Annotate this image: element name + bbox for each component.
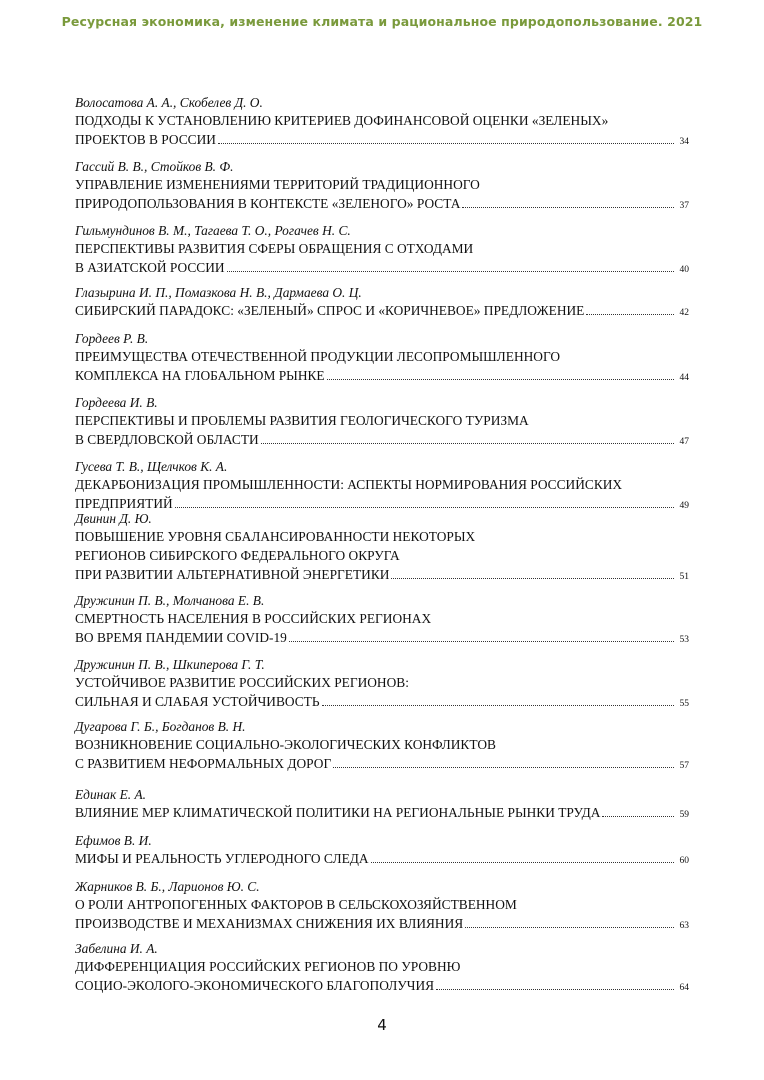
- toc-entry[interactable]: [75, 94, 689, 149]
- toc-entry-title-line: В АЗИАТСКОЙ РОССИИ: [75, 260, 225, 275]
- toc-entry-page-number[interactable]: 59: [679, 810, 689, 820]
- toc-entry-title-last-line: [75, 258, 689, 277]
- toc-entry[interactable]: [75, 656, 689, 711]
- toc-entry-page-number[interactable]: 63: [679, 921, 689, 931]
- toc-entry-title-line: ВОЗНИКНОВЕНИЕ СОЦИАЛЬНО-ЭКОЛОГИЧЕСКИХ КОНФЛИКТОВ: [75, 737, 496, 752]
- dot-leader: [218, 142, 674, 144]
- dot-leader: [322, 704, 674, 706]
- toc-entry[interactable]: [75, 330, 689, 385]
- toc-entry-authors: Дружинин П. В., Молчанова Е. В.: [75, 593, 265, 608]
- dot-leader: [465, 926, 674, 928]
- toc-entry-page-number[interactable]: 51: [679, 572, 689, 582]
- toc-entry-authors: Гордеев Р. В.: [75, 331, 149, 346]
- toc-entry-title-last-line: [75, 130, 689, 149]
- toc-entry-title-line: ПРЕДПРИЯТИЙ: [75, 496, 173, 511]
- dot-leader: [602, 815, 674, 817]
- toc-entry-title-last-line: [75, 976, 689, 995]
- running-header: Ресурсная экономика, изменение климата и рациональное природопользование. 2021: [61, 14, 703, 29]
- toc-entry-title-line: СИБИРСКИЙ ПАРАДОКС: «ЗЕЛЕНЫЙ» СПРОС И «КОРИЧНЕВОЕ» ПРЕДЛОЖЕНИЕ: [75, 303, 585, 318]
- toc-entry-title-line: СМЕРТНОСТЬ НАСЕЛЕНИЯ В РОССИЙСКИХ РЕГИОНАХ: [75, 611, 432, 626]
- toc-entry-title-line: ПРОИЗВОДСТВЕ И МЕХАНИЗМАХ СНИЖЕНИЯ ИХ ВЛИЯНИЯ: [75, 916, 464, 931]
- toc-entry-page-number[interactable]: 57: [679, 761, 689, 771]
- dot-leader: [462, 206, 674, 208]
- toc-entry[interactable]: [75, 458, 689, 513]
- toc-entry-page-number[interactable]: 53: [679, 635, 689, 645]
- toc-entry[interactable]: [75, 592, 689, 647]
- toc-entry-title-last-line: [75, 430, 689, 449]
- toc-entry-title-last-line: [75, 754, 689, 773]
- dot-leader: [371, 861, 674, 863]
- toc-entry-authors: Ефимов В. И.: [75, 833, 152, 848]
- toc-entry-authors: Гусева Т. В., Щелчков К. А.: [75, 459, 228, 474]
- toc-entry-page-number[interactable]: 49: [679, 501, 689, 511]
- toc-entry[interactable]: [75, 940, 689, 995]
- toc-entry-authors: Гассий В. В., Стойков В. Ф.: [75, 159, 234, 174]
- toc-entry-page-number[interactable]: 47: [679, 437, 689, 447]
- toc-entry-page-number[interactable]: 60: [679, 856, 689, 866]
- toc-entry[interactable]: [75, 510, 689, 584]
- toc-entry-authors: Волосатова А. А., Скобелев Д. О.: [75, 95, 263, 110]
- toc-entry-title-last-line: [75, 194, 689, 213]
- toc-entry-title-last-line: [75, 628, 689, 647]
- toc-entry-title-last-line: [75, 803, 689, 822]
- toc-entry[interactable]: [75, 222, 689, 277]
- dot-leader: [586, 313, 674, 315]
- toc-entry-authors: Гильмундинов В. М., Тагаева Т. О., Рогачев Н. С.: [75, 223, 351, 238]
- toc-entry-page-number[interactable]: 55: [679, 699, 689, 709]
- toc-entry-title-last-line: [75, 692, 689, 711]
- dot-leader: [333, 766, 674, 768]
- toc-entry-title-last-line: [75, 849, 689, 868]
- page-number: 4: [377, 1016, 387, 1034]
- toc-entry[interactable]: [75, 786, 689, 822]
- toc-entry-authors: Дружинин П. В., Шкиперова Г. Т.: [75, 657, 265, 672]
- toc-entry-title-line: ПЕРСПЕКТИВЫ И ПРОБЛЕМЫ РАЗВИТИЯ ГЕОЛОГИЧЕСКОГО ТУРИЗМА: [75, 413, 529, 428]
- toc-entry-page-number[interactable]: 44: [679, 373, 689, 383]
- toc-entry-authors: Гордеева И. В.: [75, 395, 158, 410]
- toc-entry-title-line: ВО ВРЕМЯ ПАНДЕМИИ COVID-19: [75, 630, 287, 645]
- toc-entry-authors: Глазырина И. П., Помазкова Н. В., Дармаева О. Ц.: [75, 285, 362, 300]
- dot-leader: [391, 577, 674, 579]
- toc-entry[interactable]: [75, 718, 689, 773]
- toc-entry-title-last-line: [75, 914, 689, 933]
- toc-entry-title-line: УСТОЙЧИВОЕ РАЗВИТИЕ РОССИЙСКИХ РЕГИОНОВ:: [75, 675, 409, 690]
- toc-entry[interactable]: [75, 878, 689, 933]
- toc-entry-authors: Жарников В. Б., Ларионов Ю. С.: [75, 879, 260, 894]
- toc-entry-title-line: ПЕРСПЕКТИВЫ РАЗВИТИЯ СФЕРЫ ОБРАЩЕНИЯ С ОТХОДАМИ: [75, 241, 474, 256]
- toc-entry-title-last-line: [75, 565, 689, 584]
- toc-entry-page-number[interactable]: 34: [679, 137, 689, 147]
- toc-entry-title-line: КОМПЛЕКСА НА ГЛОБАЛЬНОМ РЫНКЕ: [75, 368, 325, 383]
- dot-leader: [175, 506, 674, 508]
- toc-entry-page-number[interactable]: 64: [679, 983, 689, 993]
- toc-entry-title-line: ВЛИЯНИЕ МЕР КЛИМАТИЧЕСКОЙ ПОЛИТИКИ НА РЕГИОНАЛЬНЫЕ РЫНКИ ТРУДА: [75, 805, 601, 820]
- toc-entry-title-line: ПРИ РАЗВИТИИ АЛЬТЕРНАТИВНОЙ ЭНЕРГЕТИКИ: [75, 567, 390, 582]
- toc-entry[interactable]: [75, 394, 689, 449]
- toc-entry[interactable]: [75, 284, 689, 320]
- toc-entry-title-line: ДИФФЕРЕНЦИАЦИЯ РОССИЙСКИХ РЕГИОНОВ ПО УРОВНЮ: [75, 959, 461, 974]
- toc-entry[interactable]: [75, 832, 689, 868]
- toc-entry-title-line: РЕГИОНОВ СИБИРСКОГО ФЕДЕРАЛЬНОГО ОКРУГА: [75, 548, 400, 563]
- toc-entry-title-line: ПОДХОДЫ К УСТАНОВЛЕНИЮ КРИТЕРИЕВ ДОФИНАНСОВОЙ ОЦЕНКИ «ЗЕЛЕНЫХ»: [75, 113, 609, 128]
- toc-entry-title-line: ПОВЫШЕНИЕ УРОВНЯ СБАЛАНСИРОВАННОСТИ НЕКОТОРЫХ: [75, 529, 476, 544]
- dot-leader: [436, 988, 674, 990]
- toc-entry-title-line: СИЛЬНАЯ И СЛАБАЯ УСТОЙЧИВОСТЬ: [75, 694, 320, 709]
- toc-entry-title-line: ПРОЕКТОВ В РОССИИ: [75, 132, 216, 147]
- toc-entry[interactable]: [75, 158, 689, 213]
- toc-entry-title-last-line: [75, 366, 689, 385]
- toc-entry-title-line: С РАЗВИТИЕМ НЕФОРМАЛЬНЫХ ДОРОГ: [75, 756, 332, 771]
- toc-entry-page-number[interactable]: 42: [679, 308, 689, 318]
- toc-entry-authors: Дугарова Г. Б., Богданов В. Н.: [75, 719, 246, 734]
- dot-leader: [289, 640, 674, 642]
- toc-entry-title-line: ПРИРОДОПОЛЬЗОВАНИЯ В КОНТЕКСТЕ «ЗЕЛЕНОГО» РОСТА: [75, 196, 461, 211]
- toc-entry-page-number[interactable]: 37: [679, 201, 689, 211]
- dot-leader: [261, 442, 674, 444]
- toc-entry-title-line: ПРЕИМУЩЕСТВА ОТЕЧЕСТВЕННОЙ ПРОДУКЦИИ ЛЕСОПРОМЫШЛЕННОГО: [75, 349, 561, 364]
- toc-entry-title-line: МИФЫ И РЕАЛЬНОСТЬ УГЛЕРОДНОГО СЛЕДА: [75, 851, 369, 866]
- toc-entry-title-line: В СВЕРДЛОВСКОЙ ОБЛАСТИ: [75, 432, 259, 447]
- toc-entry-title-line: СОЦИО-ЭКОЛОГО-ЭКОНОМИЧЕСКОГО БЛАГОПОЛУЧИЯ: [75, 978, 435, 993]
- toc-entry-title-line: УПРАВЛЕНИЕ ИЗМЕНЕНИЯМИ ТЕРРИТОРИЙ ТРАДИЦИОННОГО: [75, 177, 480, 192]
- toc-entry-authors: Забелина И. А.: [75, 941, 158, 956]
- toc-entry-authors: Единак Е. А.: [75, 787, 147, 802]
- toc-entry-title-line: ДЕКАРБОНИЗАЦИЯ ПРОМЫШЛЕННОСТИ: АСПЕКТЫ НОРМИРОВАНИЯ РОССИЙСКИХ: [75, 477, 623, 492]
- dot-leader: [227, 270, 674, 272]
- dot-leader: [327, 378, 674, 380]
- toc-entry-authors: Двинин Д. Ю.: [75, 511, 152, 526]
- toc-entry-title-line: О РОЛИ АНТРОПОГЕННЫХ ФАКТОРОВ В СЕЛЬСКОХОЗЯЙСТВЕННОМ: [75, 897, 517, 912]
- toc-entry-title-last-line: [75, 301, 689, 320]
- toc-entry-page-number[interactable]: 40: [679, 265, 689, 275]
